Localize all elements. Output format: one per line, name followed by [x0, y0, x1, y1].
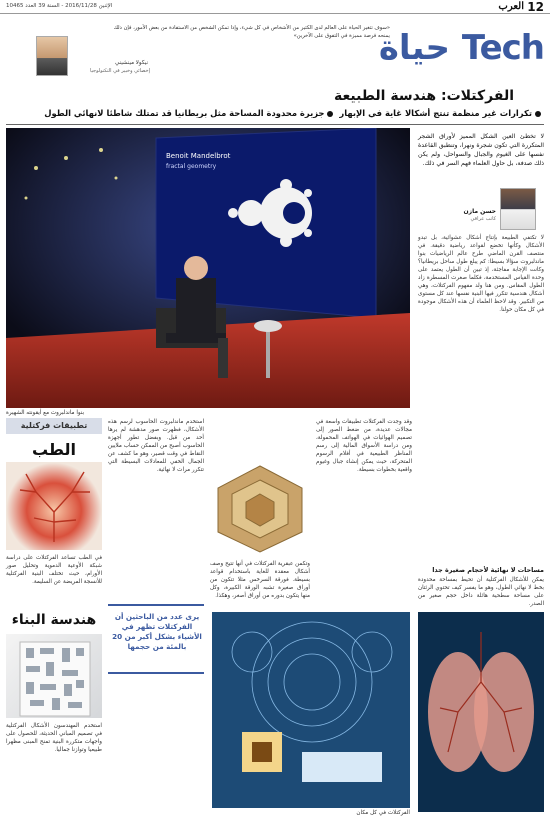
writer-role: كاتب عراقي: [470, 216, 496, 222]
applications-label: تطبيقات فركتلية: [6, 418, 102, 434]
writer-photo: [500, 188, 536, 230]
architecture-photo: [6, 634, 102, 718]
building-illustration: [6, 634, 102, 718]
quote-author: نيكولا مينشيني: [114, 60, 148, 66]
divider: [6, 124, 544, 125]
subline-b: جزيرة محدودة المساحة مثل بريطانيا قد تمتلك شاطئا لانهائي الطول: [44, 108, 325, 118]
bullet-icon: [327, 111, 333, 117]
medicine-photo: [6, 462, 102, 550]
subline-a: تكرارات غير منظمة تنتج أشكالا غاية في الإبهار: [339, 108, 532, 118]
main-photo: [6, 128, 410, 408]
photo-caption: بنوا ماندلبروت مع أيقونته الشهيرة: [6, 410, 85, 416]
section-b-heading: مساحات لا نهائية لأحجام صغيرة جدا: [432, 566, 544, 574]
lung-photo: [418, 612, 544, 812]
bullet-icon: [535, 111, 541, 117]
lungs-illustration: [418, 612, 544, 812]
screen-title: Benoit Mandelbrot: [166, 152, 231, 160]
pull-quote-text: يرى عدد من الباحثين أن الفركتلات تظهر في الأشياء بشكل أكبر من 20 بالمئة من حجمها: [112, 612, 202, 651]
vessels-illustration: [6, 462, 102, 550]
article-subline: [6, 108, 544, 118]
article-intro: لا تخطئ العين الشكل المميز لأوراق الشجر المتكررة التي تكون شجرة ونهرا، وتنطبق القاعدة نفسها على الغيوم والجبال والسواحل، ولم يكن ذلك صدفة، بل حاول العلماء فهم السر في ذلك.: [418, 133, 544, 167]
section-b: [418, 566, 544, 608]
screen-line: fractal geometry: [166, 163, 217, 170]
medicine-text: في الطب تساعد الفركتلات على دراسة شبكة الأوعية الدموية وتحليل صور الأورام، حيث تختلف البنية الفركتلية للأنسجة المريضة عن السليمة.: [6, 555, 102, 585]
article-column-right: لا تكتفي الطبيعة بإنتاج أشكال عشوائية، بل تبدو الأشكال وكأنها تخضع لقواعد رياضية دقيقة. في منتصف القرن الماضي طرح عالم الرياضيات بنوا ماندلبروت سؤالا بسيطا: كم يبلغ طول ساحل بريطانيا؟ وكانت الإجابة مفاجئة، إذ تبين أن الطول يعتمد على وحدة القياس المستخدمة، فكلما صغرت المسطرة زاد الطول المقاس. ومن هنا ولد مفهوم الفركتلات، وهي أشكال هندسية تتكرر فيها البنية نفسها عند كل مستوى من التكبير. وقد لاحظ العلماء أن هذه الأشكال موجودة في كل مكان حولنا.: [418, 235, 544, 313]
page-number: 12: [527, 0, 544, 14]
section-b-text: يمكن للأشكال الفركتلية أن تحيط بمساحة محدودة بخط لا نهائي الطول، وهو ما يفسر كيف تحتوي الرئتان على مساحة سطحية هائلة داخل حجم صغير من الصدر.: [418, 577, 544, 607]
article-column-a: استخدم ماندلبروت الحاسوب لرسم هذه الأشكال، فظهرت صور مدهشة لم يرها أحد من قبل. وبفضل تطور أجهزة الحاسوب أصبح من الممكن حساب ملايين النقاط في وقت قصير، وهو ما كشف عن الجمال الخفي للمعادلات البسيطة التي تتكرر مرات لا نهائية.: [108, 419, 204, 473]
section-title: حياة Tech: [378, 28, 544, 68]
quote-text: «سوف تتغير الحياة على العالم لدى الكثير من الأشخاص في كل شيء، وإذا تمكن الشخص من الاستفادة من بعض الأمور، فإن ذلك يمنحه فرصة مميزة في التفوق على الآخرين»: [113, 25, 390, 39]
fractal-shell-photo: [212, 462, 308, 554]
article-column-b: وتكمن عبقرية الفركتلات في أنها تتيح وصف أشكال معقدة للغاية باستخدام قواعد بسيطة. فورقة السرخس مثلا تتكون من أوراق صغيرة تشبه الورقة الكبيرة، وكل منها يتكون بدوره من أوراق أصغر، وهكذا.: [210, 561, 310, 599]
medicine-title: الطب: [31, 440, 76, 459]
article-headline: الفركتلات: هندسة الطبيعة: [333, 88, 514, 104]
stage-scene: [6, 128, 410, 408]
date-line: الإثنين 2016/11/28 - السنة 39 العدد 10465: [6, 3, 113, 9]
quote-author-role: إخصائي وخبير في التكنولوجيا: [89, 68, 150, 74]
architecture-text: استخدم المهندسون الأشكال الفركتلية في تصميم المباني الحديثة، للحصول على واجهات متكررة البنية تمنح المبنى مظهرا طبيعيا وتوازنا جماليا.: [6, 723, 102, 753]
architecture-title: هندسة البناء: [11, 612, 97, 628]
fractal-hexagon-illustration: [212, 462, 308, 554]
bottom-photo-caption: الفركتلات في كل مكان: [356, 810, 410, 816]
bottom-photo: [212, 612, 410, 808]
newspaper-name: العرب: [498, 1, 524, 12]
page-header-bar: [0, 0, 550, 14]
article-column-c: وقد وجدت الفركتلات تطبيقات واسعة في مجالات عديدة، من ضغط الصور إلى تصميم الهوائيات في الهواتف المحمولة، ومن دراسة الأسواق المالية إلى رسم المناظر الطبيعية في أفلام الرسوم المتحركة، حيث يمكن إنشاء جبال وغيوم واقعية بخطوات بسيطة.: [316, 419, 412, 473]
writer-name: حسن مازن: [463, 208, 496, 215]
fractal-art-illustration: [212, 612, 410, 808]
